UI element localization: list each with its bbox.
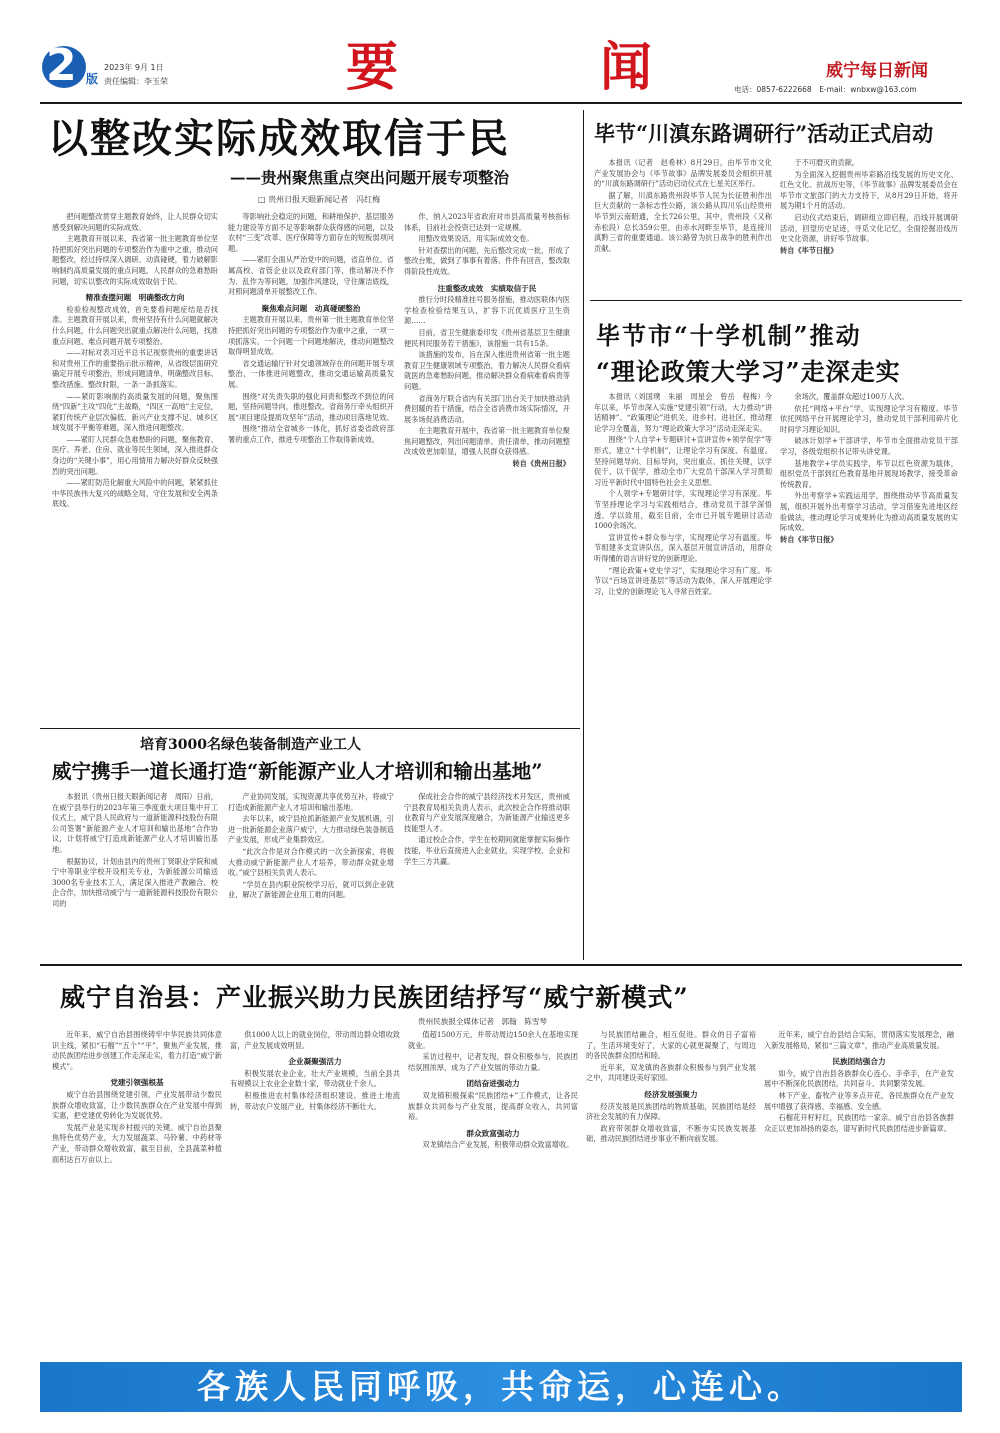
paragraph: “理论政策+党史学习”，实现理论学习有广度。毕节以“百场宣讲进基层”等活动为载体，深入开展理论学习，让党的创新理论飞入寻常百姓家。 bbox=[594, 565, 772, 596]
section-subheading: 民族团结强合力 bbox=[832, 1057, 886, 1067]
article2-column-1 bbox=[594, 158, 772, 290]
paragraph: 通过校企合作，学生在校期间就能掌握实际操作技能，毕业后直接进入企业就业，实现学校、企业和学生三方共赢。 bbox=[404, 835, 570, 866]
paragraph: 本报讯（记者 赵希林）8月29日，由毕节市文化产业发展协会与《毕节故事》品牌发展委员会组织开展的“川滇东路调研行”活动启动仪式在七星关区举行。 bbox=[594, 158, 772, 189]
article5-column-2 bbox=[230, 1030, 400, 1358]
paragraph: 依托“网络+平台”学，实现理论学习有精度。毕节依托网络平台开展理论学习，推动党员干部利用碎片化时间学习理论知识。 bbox=[780, 403, 958, 434]
paragraph: 本报讯（刘国璞 朱丽 周星会 曾岳 程梅）今年以来，毕节市深入实施“党建引领”行动，大力推动“讲话精神”、“政策理论”进机关、进乡村、进社区，推动理论学习全覆盖，努力“理论政策大学习”活动走深走实。 bbox=[594, 392, 772, 433]
editor-line: 责任编辑：李玉荣 bbox=[104, 77, 168, 86]
paragraph: 政府带领群众增收致富，不断夯实民族发展基础，推动民族团结进步事业不断向前发展。 bbox=[586, 1123, 756, 1144]
paragraph: 围绕“对失责失职的强化问责和整改不到位的问题，坚持问题导向，推进整改。省商务厅牵头组织开展“项目建设提质攻坚年”活动，推动项目落地见效。 bbox=[228, 391, 394, 422]
paragraph: 推行分时段精准挂号服务措施，推动医联体内医学检查检验结果互认，扩容下沉优质医疗卫生资源…… bbox=[404, 295, 570, 326]
paragraph: 值超1500万元，并带动周边150余人在基地实现就业。 bbox=[408, 1030, 578, 1050]
page-number: 2 bbox=[46, 40, 77, 91]
paragraph: “此次合作是对合作模式的一次全新探索，将极大推动威宁新能源产业人才培养，带动群众就业增收。”威宁县相关负责人表示。 bbox=[228, 846, 394, 878]
article5-column-3 bbox=[408, 1030, 578, 1358]
article2-headline: 毕节“川滇东路调研行”活动正式启动 bbox=[594, 121, 934, 146]
article4-column-2 bbox=[228, 792, 394, 958]
paragraph: 本报讯（贵州日报天眼新闻记者 周阳）日前，在威宁县举行的2023年第三季度重大项目集中开工仪式上，威宁县人民政府与一道新能源科技股份有限公司签署“新能源产业人才培训和输出基地”合作协议，计划将威宁打造成新能源产业人才培训输出基地。 bbox=[52, 792, 218, 854]
section-subheading: 聚焦难点问题 动真碰硬整治 bbox=[261, 303, 361, 313]
article1-column-3 bbox=[404, 212, 570, 724]
paragraph: 该措施的发布，旨在深入推进贵州省第一批主题教育卫生健康领域专项整治，着力解决人民群众看病就医的急难愁盼问题，推动解决群众看病难看病贵等问题。 bbox=[404, 350, 570, 391]
paragraph: 林下产业、畜牧产业等多点开花，各民族群众在产业发展中增强了获得感、幸福感、安全感。 bbox=[764, 1090, 954, 1111]
paragraph: 发展产业是实现乡村振兴的关键。威宁自治县聚焦特色优势产业，大力发展蔬菜、马铃薯、中药材等产业，带动群众增收致富，截至目前，全县蔬菜种植面积达百万亩以上。 bbox=[52, 1122, 222, 1164]
article5-headline: 威宁自治县：产业振兴助力民族团结抒写“威宁新模式” bbox=[60, 983, 689, 1012]
paragraph: 采访过程中，记者发现，群众积极参与，民族团结氛围浓厚，成为了产业发展的带动力量。 bbox=[408, 1052, 578, 1072]
article1-subhead: ——贵州聚焦重点突出问题开展专项整治 bbox=[230, 168, 510, 187]
paragraph: 经济发展是民族团结的物质基础，民族团结是经济社会发展的有力保障。 bbox=[586, 1101, 756, 1122]
paragraph: 启动仪式结束后，调研组立即启程，沿线开展调研活动，回望历史足迹，寻觅文化记忆，全面挖掘沿线历史文化资源，讲好毕节故事。 bbox=[780, 212, 958, 244]
paragraph: 据了解，川滇东路贵州段毕节人民为长征胜利作出巨大贡献的一条标志性公路，该公路从四川乐山经贵州毕节到云南昭通，全长726公里，其中，贵州段（又称赤松段）总长359公里，由赤水河畔至毕节，是连接川滇黔三省的重要通道。该公路曾为抗日战争的胜利作出贡献。 bbox=[594, 190, 772, 253]
article4-column-3 bbox=[404, 792, 570, 958]
article5-byline: 贵州民族报全媒体记者 郭翰 陈雪琴 bbox=[418, 1017, 548, 1026]
paragraph: 近年来，双龙镇的各族群众积极参与到产业发展之中，共同建设美好家园。 bbox=[586, 1062, 756, 1083]
paragraph: ——紧盯全面从严治党中的问题，省直单位、省属高校、省管企业以及政府部门等，推动解决不作为、乱作为等问题，加强作风建设，守住廉洁底线，对照问题清单开展整改工作。 bbox=[228, 255, 394, 297]
section-subheading: 党建引领强根基 bbox=[110, 1078, 164, 1088]
paragraph: ——紧盯防范化解重大风险中的问题，紧紧抓住中华民族伟大复兴的战略全局，守住发展和安全两条底线。 bbox=[52, 478, 218, 509]
section-divider bbox=[40, 964, 962, 966]
paragraph: 根据协议，计划由县内的贵州丁贤职业学院和威宁中等职业学校开设相关专业，为新能源公司输送3000名专业技术工人，满足深入推进产教融合、校企合作，加快推动威宁与一道新能源科技股份有限公司的 bbox=[52, 856, 218, 908]
paragraph: “学员在县内职业院校学习后，就可以到企业就业，解决了新能源企业用工难的问题。 bbox=[228, 879, 394, 900]
paragraph: 外出考察学+实践运用学，围绕推动毕节高质量发展，组织开展外出考察学习活动，学习借鉴先进地区经验做法，推动理论学习成果转化为推动高质量发展的实际成效。 bbox=[780, 491, 958, 533]
article2-column-2 bbox=[780, 158, 958, 290]
paragraph: 针对查摆出的问题，先后整改完成一批，形成了整改台账，做到了事事有着落、件件有回音，整改取得阶段性成效。 bbox=[404, 245, 570, 276]
article3-column-1 bbox=[594, 392, 772, 958]
section-divider bbox=[40, 728, 580, 729]
article3-headline-line-1: 毕节市“十学机制”推动 bbox=[596, 321, 862, 350]
article3-headline-line-2: “理论政策大学习”走深走实 bbox=[596, 357, 901, 386]
paragraph: 供1000人以上的就业岗位，带动周边群众增收致富，产业发展成效明显。 bbox=[230, 1030, 400, 1050]
article4-column-1 bbox=[52, 792, 218, 958]
masthead bbox=[40, 38, 960, 100]
masthead-rule bbox=[40, 102, 962, 104]
vertical-divider bbox=[583, 110, 584, 960]
article5-column-1 bbox=[52, 1030, 222, 1358]
slogan-banner bbox=[40, 1362, 962, 1412]
paragraph: 去年以来，威宁县抢抓新能源产业发展机遇，引进一批新能源企业落户威宁，大力推动绿色装备制造产业发展，形成产业集群效应。 bbox=[228, 814, 394, 845]
paragraph: 省交通运输厅针对交通领域存在的问题开展专项整治，一体推进问题整改，推动交通运输高质量发展。 bbox=[228, 358, 394, 389]
section-divider bbox=[590, 300, 962, 301]
article4-headline: 威宁携手一道长通打造“新能源产业人才培训和输出基地” bbox=[52, 760, 543, 783]
paragraph: ——紧盯影响制约高质量发展的问题，聚焦围绕“四新”主攻“四化”主战略，“四区一高地”主定位，紧盯传统产业层次偏低、新兴产业支撑不足、城乡区域发展不平衡等难题，深入推进问题整改。 bbox=[52, 391, 218, 433]
paper-name: 威宁每日新闻 bbox=[826, 61, 928, 81]
paragraph: 石榴花开籽籽红，民族团结一家亲。威宁自治县各族群众正以更加昂扬的姿态，谱写新时代民族团结进步新篇章。 bbox=[764, 1113, 954, 1133]
paragraph: 积极推进农村集体经济组织建设，推进土地流转，带动农户发展产业，村集体经济不断壮大。 bbox=[230, 1090, 400, 1111]
paragraph: 等影响社会稳定的问题，和耕地保护、基层服务能力建设等方面不足等影响群众获得感的问题，以及农村“三变”改革、医疗保障等方面存在的短板弱项问题。 bbox=[228, 212, 394, 253]
source-credit: 转自《毕节日报》 bbox=[780, 534, 838, 544]
paragraph: 积极发展农业企业，壮大产业规模，当前全县共有规模以上农业企业数十家，带动就业千余人。 bbox=[230, 1068, 400, 1089]
slogan-text: 各族人民同呼吸，共命运，心连心。 bbox=[197, 1367, 805, 1406]
paragraph: 如今，威宁自治县各族群众心连心、手牵手，在产业发展中不断深化民族团结，共同奋斗、共同繁荣发展。 bbox=[764, 1068, 954, 1089]
article1-headline: 以整改实际成效取信于民 bbox=[48, 115, 510, 162]
paragraph: 主题教育开展以来，我省第一批主题教育单位坚持把抓好突出问题的专项整治作为重中之重，推动问题整改，经过持续深入调研、动真碰硬，着力破解影响制约高质量发展的重点问题，人民群众的急难愁盼问题，切实以整改的实际成效取信于民。 bbox=[52, 234, 218, 286]
paragraph: 双龙镇结合产业发展，积极带动群众致富增收。 bbox=[422, 1140, 574, 1150]
paragraph: 近年来，威宁自治县结合实际，贯彻落实发展理念，融入新发展格局，紧扣“三篇文章”，推动产业高质量发展。 bbox=[764, 1030, 954, 1050]
paragraph: 与民族团结融合，相互促进。群众的日子富裕了，生活环境变好了，大家的心就更凝聚了，与周边的各民族群众团结和睦。 bbox=[586, 1030, 756, 1061]
source-credit: 转自《毕节日报》 bbox=[780, 245, 838, 255]
article3-column-2 bbox=[780, 392, 958, 958]
paragraph: 威宁自治县围绕党建引领，产业发展带动少数民族群众增收致富，让少数民族群众在产业发展中得到实惠，把党建优势转化为发展优势。 bbox=[52, 1089, 222, 1121]
paragraph: 把问题整改贯穿主题教育始终，让人民群众切实感受到解决问题的实际成效。 bbox=[52, 212, 218, 232]
paragraph: ——紧盯人民群众急难愁盼的问题，聚焦教育、医疗、养老、住房、就业等民生领域，深入推进群众身边的“关键小事”，用心用情用力解决好群众反映强烈的突出问题。 bbox=[52, 434, 218, 476]
paragraph: 检验检视整改成效，首先要看问题症结是否找准。主题教育开展以来，贵州坚持有什么问题就解决什么问题，什么问题突出就重点解决什么问题，找准重点问题、难点问题开展专项整治。 bbox=[52, 304, 218, 346]
article1-column-1 bbox=[52, 212, 218, 724]
paragraph: 破冰计划学+干部讲学，毕节市全面推动党员干部学习，各级党组织书记带头讲党课。 bbox=[780, 436, 958, 456]
article5-column-4 bbox=[586, 1030, 756, 1358]
paragraph: 省商务厅联合省内有关部门出台关于加快推动消费回暖的若干措施，结合全省消费市场实际情况，开展多场促消费活动。 bbox=[404, 393, 570, 424]
source-credit: 转自《贵州日报》 bbox=[512, 459, 570, 469]
paragraph: 围绕“个人自学+专题研讨+宣讲宣传+领学促学”等形式，建立“十学机制”，让理论学习有深度、有温度。坚持问题导向、目标导向，突出重点、抓住关键，以学促干、以干促学，推动全市广大党员干部深入学习贯彻习近平新时代中国特色社会主义思想。 bbox=[594, 435, 772, 487]
paragraph: 宣讲宣传+群众参与学，实现理论学习有温度。毕节组建多支宣讲队伍，深入基层开展宣讲活动，用群众听得懂的语言讲好党的创新理论。 bbox=[594, 532, 772, 563]
paragraph: 产业协同发展，实现资源共享优势互补，将威宁打造成新能源产业人才培训和输出基地。 bbox=[228, 792, 394, 812]
issue-date: 2023年 9月 1日 bbox=[104, 63, 164, 72]
paragraph: 围绕“推动全省城乡一体化，抓好省委省政府部署的重点工作，推进专项整治工作取得新成效。 bbox=[228, 424, 394, 444]
article5-column-5 bbox=[764, 1030, 954, 1358]
paragraph: 目前，省卫生健康委印发《贵州省基层卫生健康便民利民服务若干措施》，该措施一共有15条。 bbox=[404, 327, 570, 348]
paragraph: 基地教学+学员实践学，毕节以红色资源为载体，组织党员干部到红色教育基地开展现场教学，接受革命传统教育。 bbox=[780, 458, 958, 489]
section-subheading: 注重整改成效 实绩取信于民 bbox=[437, 283, 537, 293]
section-title-1: 要 bbox=[346, 37, 399, 98]
section-subheading: 群众致富强动力 bbox=[466, 1128, 520, 1138]
section-subheading: 精准查摆问题 明确整改方向 bbox=[85, 293, 185, 303]
paragraph: 双龙镇积极探索“民族团结+”工作模式，让各民族群众共同参与产业发展，提高群众收入，共同富裕。 bbox=[408, 1090, 578, 1122]
section-subheading: 团结奋进强动力 bbox=[466, 1079, 520, 1089]
section-subheading: 经济发展强聚力 bbox=[644, 1089, 698, 1099]
page-suffix: 版 bbox=[86, 72, 99, 86]
section-subheading: 企业凝聚强活力 bbox=[288, 1057, 342, 1067]
section-title-2: 闻 bbox=[600, 37, 653, 98]
paragraph: 个人领学+专题研讨学，实现理论学习有深度。毕节坚持理论学习与实践相结合，推动党员干部学深悟透、学以致用，截至目前，全市已开展专题研讨活动1000余场次。 bbox=[594, 489, 772, 531]
paragraph: 作，纳入2023年省政府对市县高质量考核指标体系，目前社会投资已达到一定规模。 bbox=[404, 212, 570, 232]
paragraph: 在主题教育开展中，我省第一批主题教育单位聚焦问题整改，列出问题清单、责任清单，推动问题整改成效更加彰显，增强人民群众获得感。 bbox=[404, 426, 570, 457]
paragraph: ——对标对表习近平总书记视察贵州的重要讲话和对贵州工作的重要指示批示精神，从省级层面研究确定开展专项整治，形成问题清单，明确整改目标、整改措施、整改时限，一条一条抓落实。 bbox=[52, 348, 218, 389]
paragraph: 余场次，覆盖群众超过100万人次。 bbox=[794, 392, 909, 401]
paragraph: 近年来，威宁自治县围绕铸牢中华民族共同体意识主线，紧扣“石榴”“五个”“平”，聚焦产业发展，推动民族团结进步创建工作走深走实，着力打造“威宁新模式”。 bbox=[52, 1030, 222, 1071]
paragraph: 主题教育开展以来，贵州第一批主题教育单位坚持把抓好突出问题的专项整治作为重中之重，一项一项抓落实，一个问题一个问题地解决，推动问题整改取得明显成效。 bbox=[228, 315, 394, 357]
paragraph: 保成社会合作的威宁县经济技术开发区，贵州威宁县教育局相关负责人表示，此次校企合作将推动职业教育与产业发展深度融合，为新能源产业输送更多技能型人才。 bbox=[404, 792, 570, 833]
paragraph: 用整改效果说话，用实际成效交卷。 bbox=[418, 234, 534, 244]
article1-byline: □ 贵州日报天眼新闻记者 冯红梅 bbox=[258, 195, 381, 204]
paragraph: 为全面深入挖掘贵州毕彩路沿线发展的历史文化、红色文化、抗战历史等，《毕节故事》品牌发展委员会在毕节市文旅部门的大力支持下，从8月29日开始，将开展为期1个月的活动。 bbox=[780, 169, 958, 211]
paragraph: 于不可磨灭的贡献。 bbox=[794, 158, 860, 167]
article1-column-2 bbox=[228, 212, 394, 724]
contact-line: 电话：0857-6222668 E-mail：wnbxw@163.com bbox=[734, 85, 917, 94]
article4-kicker: 培育3000名绿色装备制造产业工人 bbox=[140, 737, 361, 753]
